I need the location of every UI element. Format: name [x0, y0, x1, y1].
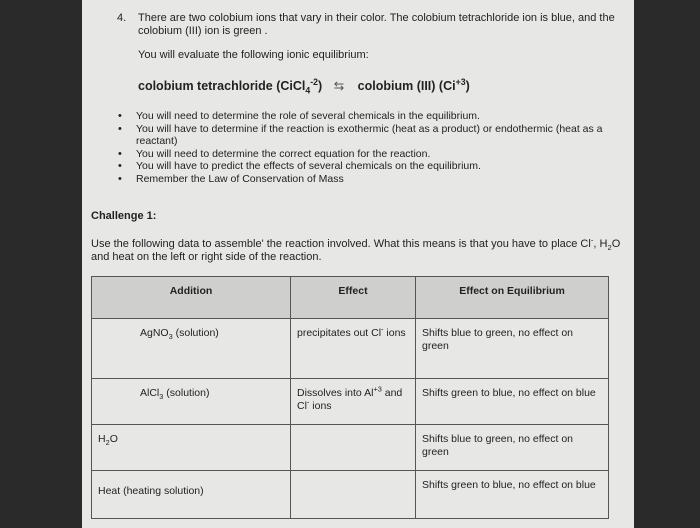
equation-left-close: ) — [318, 79, 323, 93]
challenge-instruction — [91, 235, 626, 264]
header-addition: Addition — [92, 277, 291, 319]
equilibrium-text: Shifts blue to green, no effect on green — [422, 327, 573, 352]
equilibrium-arrow-icon: ⇆ — [333, 79, 345, 93]
table-row — [92, 471, 609, 519]
addition-post: O — [109, 433, 118, 445]
instruction-bullets — [118, 110, 628, 185]
effect-text — [291, 471, 415, 479]
equilibrium-text: Shifts green to blue, no effect on blue — [422, 479, 596, 491]
equilibrium-cell — [416, 319, 609, 379]
bullet-item: • You will need to determine the role of several chemicals in the equilibrium. — [118, 110, 628, 123]
addition-text: Heat (heating solution) — [98, 485, 204, 497]
equation-left-sup: -2 — [310, 76, 319, 87]
question-number: 4. — [117, 12, 127, 24]
table-row — [92, 319, 609, 379]
bullet-item: • You will have to predict the effects of several chemicals on the equilibrium. — [118, 160, 628, 173]
addition-text: H — [98, 433, 106, 445]
equation-right-text: colobium (III) (Ci — [357, 79, 456, 93]
header-effect: Effect — [291, 277, 416, 319]
worksheet-page — [82, 0, 634, 528]
equilibrium-equation — [138, 76, 470, 96]
equation-right-sup: +3 — [455, 76, 466, 87]
addition-sub: 3 — [168, 332, 173, 342]
question-intro: There are two colobium ions that vary in their color. The colobium tetrachloride ion is blue, and the colobium (III) ion is green . — [138, 12, 615, 37]
addition-cell — [92, 425, 291, 471]
equilibrium-cell — [416, 471, 609, 519]
instruction-sub: 2 — [607, 243, 612, 253]
bullet-item: • Remember the Law of Conservation of Mass — [118, 173, 628, 186]
effect-sup-2: - — [306, 397, 310, 406]
equation-right-close: ) — [465, 79, 470, 93]
table-row — [92, 379, 609, 425]
effect-cell — [291, 379, 416, 425]
bullet-item: • You will need to determine the correct equation for the reaction. — [118, 148, 628, 161]
header-effect-on-equilibrium: Effect on Equilibrium — [416, 277, 609, 319]
challenge-title: Challenge 1: — [91, 210, 157, 222]
addition-post: (solution) — [163, 387, 210, 399]
addition-text: AlCl — [140, 387, 160, 399]
effect-text — [291, 425, 415, 433]
equilibrium-text: Shifts blue to green, no effect on green — [422, 433, 573, 458]
effect-cell — [291, 425, 416, 471]
effect-cell — [291, 319, 416, 379]
equilibrium-cell — [416, 379, 609, 425]
equilibrium-data-table — [91, 276, 609, 519]
effect-sup: - — [381, 324, 384, 334]
addition-cell — [92, 319, 291, 379]
addition-cell — [92, 471, 291, 519]
instruction-sup: - — [590, 235, 594, 245]
effect-post: and Cl — [297, 387, 403, 412]
instruction-post: O and heat on the left or right side of the reaction. — [91, 238, 621, 263]
addition-text: AgNO — [140, 327, 169, 339]
table-header-row — [92, 277, 609, 319]
effect-post-2: ions — [309, 399, 332, 412]
effect-text: precipitates out Cl — [297, 327, 382, 339]
instruction-pre: Use the following data to assemble' the reaction involved. What this means is that you have to place Cl — [91, 238, 591, 250]
addition-sub: 3 — [159, 392, 164, 402]
addition-cell — [92, 379, 291, 425]
evaluate-instruction: You will evaluate the following ionic equilibrium: — [138, 49, 369, 61]
equation-left-text: colobium tetrachloride (CiCl — [138, 79, 306, 93]
instruction-mid: , H — [593, 238, 608, 250]
equilibrium-text: Shifts green to blue, no effect on blue — [422, 387, 596, 399]
addition-sub: 2 — [105, 438, 110, 448]
equilibrium-cell — [416, 425, 609, 471]
effect-post: ions — [383, 327, 406, 339]
addition-post: (solution) — [172, 327, 219, 339]
effect-sup: +3 — [373, 384, 382, 394]
effect-cell — [291, 471, 416, 519]
bullet-item: • You will have to determine if the reaction is exothermic (heat as a product) or endothermic (heat as a reactant) — [118, 123, 628, 148]
equation-left-sub: 4 — [305, 85, 311, 96]
table-row — [92, 425, 609, 471]
effect-text: Dissolves into Al — [297, 387, 374, 399]
